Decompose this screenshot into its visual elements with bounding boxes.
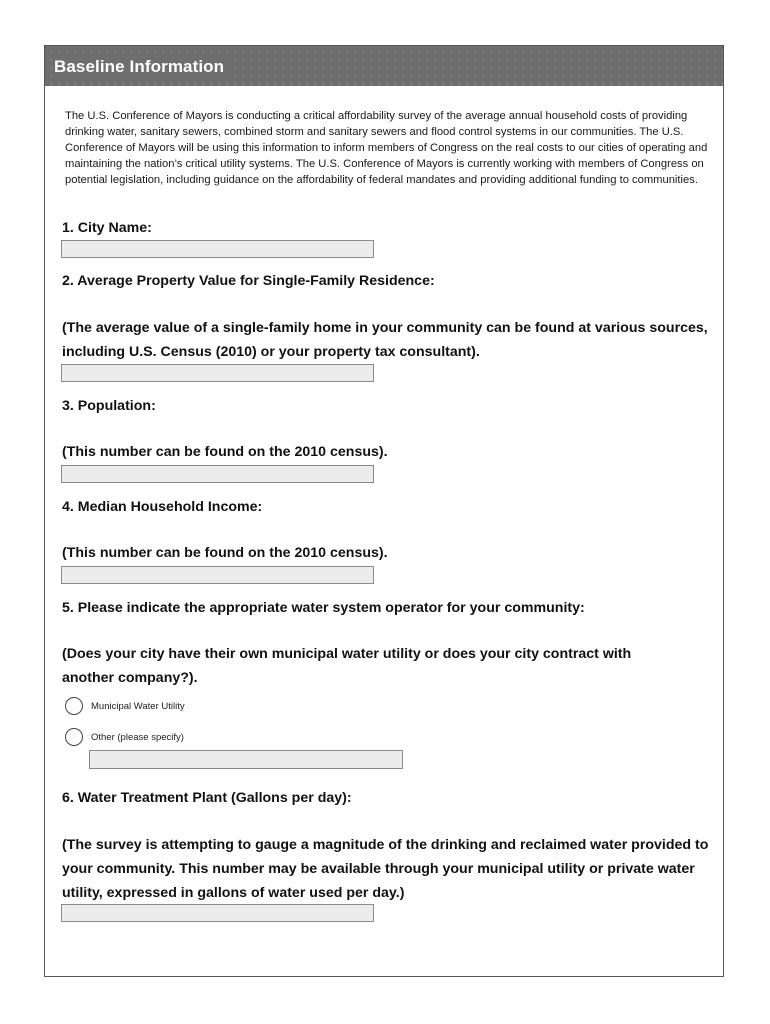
question-3-label: 3. Population: bbox=[62, 398, 156, 414]
survey-form bbox=[44, 45, 724, 977]
question-4-label: 4. Median Household Income: bbox=[62, 499, 263, 515]
question-2-label: 2. Average Property Value for Single-Family Residence: bbox=[62, 273, 435, 289]
city-name-input[interactable] bbox=[61, 240, 374, 258]
option-municipal-water-utility[interactable] bbox=[65, 695, 185, 717]
radio-button[interactable] bbox=[65, 728, 83, 746]
question-6-help: (The survey is attempting to gauge a magnitude of the drinking and reclaimed water provided to your community. This number may be available through your municipal utility or private water utility, expressed in gallons of water used per day.) bbox=[62, 837, 709, 901]
question-6-label: 6. Water Treatment Plant (Gallons per day): bbox=[62, 790, 352, 806]
question-5-label: 5. Please indicate the appropriate water system operator for your community: bbox=[62, 600, 585, 616]
radio-button[interactable] bbox=[65, 697, 83, 715]
question-5-help: (Does your city have their own municipal water utility or does your city contract with another company?). bbox=[62, 646, 632, 686]
question-3-help: (This number can be found on the 2010 census). bbox=[62, 444, 388, 460]
option-label: Other (please specify) bbox=[91, 731, 184, 743]
other-specify-input[interactable] bbox=[89, 750, 403, 769]
option-label: Municipal Water Utility bbox=[91, 700, 185, 712]
question-4-help: (This number can be found on the 2010 census). bbox=[62, 545, 388, 561]
option-other[interactable] bbox=[65, 726, 184, 748]
property-value-input[interactable] bbox=[61, 364, 374, 382]
section-header bbox=[45, 46, 723, 86]
population-input[interactable] bbox=[61, 465, 374, 483]
water-treatment-input[interactable] bbox=[61, 904, 374, 922]
section-title: Baseline Information bbox=[54, 57, 230, 77]
median-income-input[interactable] bbox=[61, 566, 374, 584]
intro-paragraph: The U.S. Conference of Mayors is conducting a critical affordability survey of the average annual household costs of providing drinking water, sanitary sewers, combined storm and sanitary sewers and flood control systems in our communities. The U.S. Conference of Mayors will be using this information to inform members of Congress on the real costs to our cities of operating and maintaining the nation’s critical utility systems. The U.S. Conference of Mayors is currently working with members of Congress on potential legislation, including guidance on the affordability of federal mandates and providing additional funding to communities. bbox=[65, 110, 708, 186]
question-1-label: 1. City Name: bbox=[62, 220, 152, 236]
question-2-help: (The average value of a single-family home in your community can be found at various sources, including U.S. Census (2010) or your property tax consultant). bbox=[62, 320, 708, 360]
